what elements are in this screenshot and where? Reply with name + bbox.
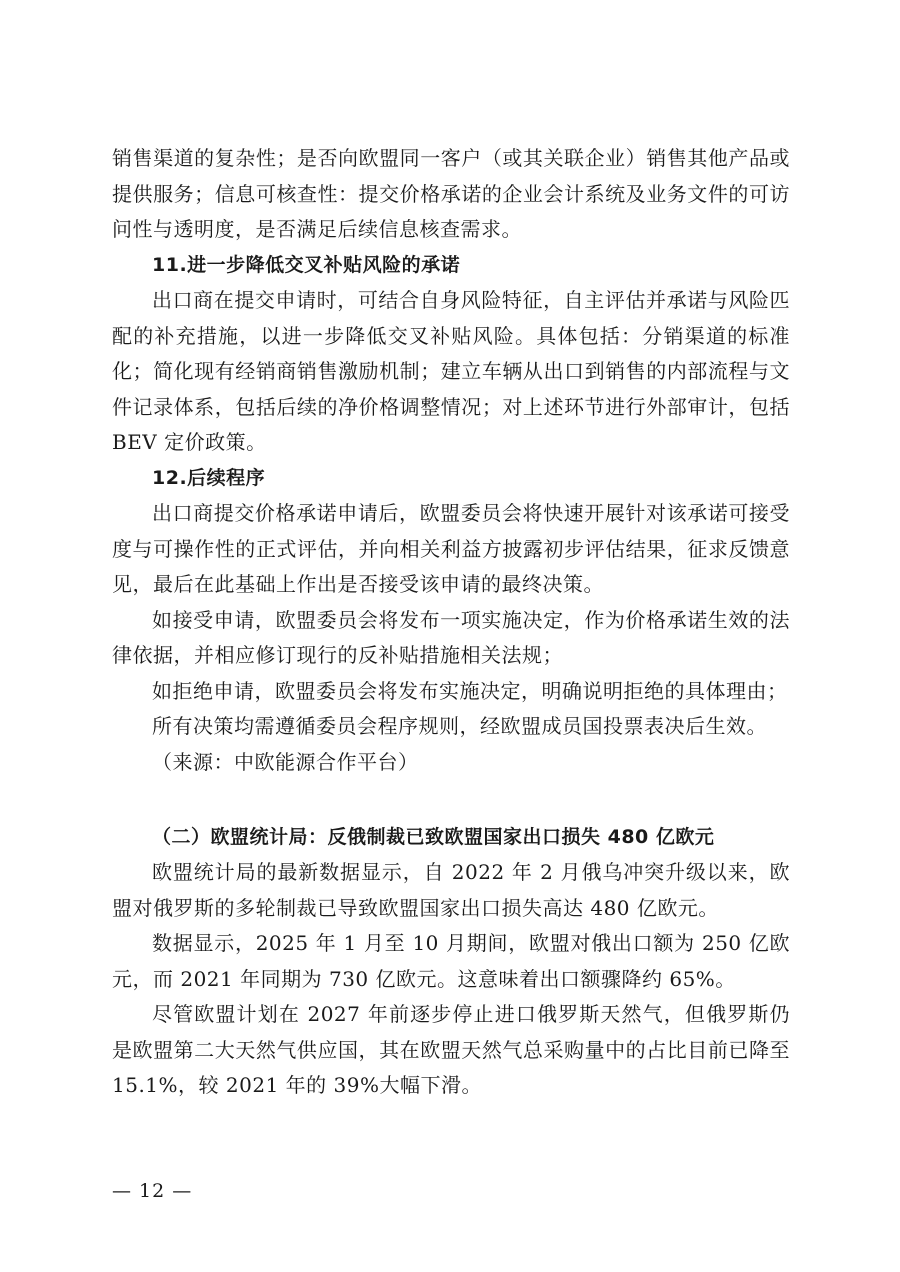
paragraph-section-12-4: 所有决策均需遵循委员会程序规则，经欧盟成员国投票表决后生效。 bbox=[152, 714, 767, 738]
paragraph-continuation: 销售渠道的复杂性；是否向欧盟同一客户（或其关联企业）销售其他产品或提供服务；信息可核查性：提交价格承诺的企业会计系统及业务文件的可访问性与透明度，是否满足后续信息核查需求。 bbox=[112, 146, 790, 241]
page-number: — 12 — bbox=[112, 1180, 193, 1202]
paragraph-section-2-1: 欧盟统计局的最新数据显示，自 2022 年 2 月俄乌冲突升级以来，欧盟对俄罗斯的多轮制裁已导致欧盟国家出口损失高达 480 亿欧元。 bbox=[112, 860, 790, 920]
document-page bbox=[112, 141, 790, 1104]
paragraph-section-2-2: 数据显示，2025 年 1 月至 10 月期间，欧盟对俄出口额为 250 亿欧元，而 2021 年同期为 730 亿欧元。这意味着出口额骤降约 65%。 bbox=[112, 931, 790, 991]
paragraph-section-11: 出口商在提交申请时，可结合自身风险特征，自主评估并承诺与风险匹配的补充措施，以进一步降低交叉补贴风险。具体包括：分销渠道的标准化；简化现有经销商销售激励机制；建立车辆从出口到销售的内部流程与文件记录体系，包括后续的净价格调整情况；对上述环节进行外部审计，包括 BEV 定价政策。 bbox=[112, 288, 790, 454]
paragraph-section-2-3: 尽管欧盟计划在 2027 年前逐步停止进口俄罗斯天然气，但俄罗斯仍是欧盟第二大天然气供应国，其在欧盟天然气总采购量中的占比目前已降至 15.1%，较 2021 年的 39%大幅下滑。 bbox=[112, 1002, 790, 1097]
paragraph-section-12-2: 如接受申请，欧盟委员会将发布一项实施决定，作为价格承诺生效的法律依据，并相应修订现行的反补贴措施相关法规； bbox=[112, 607, 790, 667]
heading-section-11: 11.进一步降低交叉补贴风险的承诺 bbox=[152, 253, 461, 276]
paragraph-section-12-1: 出口商提交价格承诺申请后，欧盟委员会将快速开展针对该承诺可接受度与可操作性的正式评估，并向相关利益方披露初步评估结果，征求反馈意见，最后在此基础上作出是否接受该申请的最终决策。 bbox=[112, 501, 790, 596]
section-2-title: （二）欧盟统计局：反俄制裁已致欧盟国家出口损失 480 亿欧元 bbox=[152, 826, 715, 848]
paragraph-section-12-3: 如拒绝申请，欧盟委员会将发布实施决定，明确说明拒绝的具体理由； bbox=[152, 678, 788, 703]
source-note: （来源：中欧能源合作平台） bbox=[152, 749, 419, 774]
heading-section-12: 12.后续程序 bbox=[152, 466, 266, 489]
